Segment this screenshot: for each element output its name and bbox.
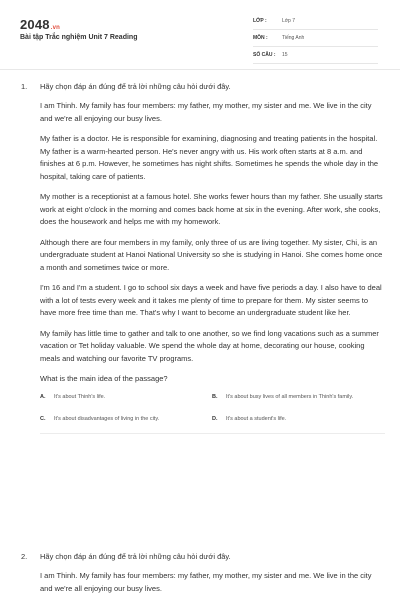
option-letter: B.	[212, 394, 218, 400]
option-text: It's about busy lives of all members in Thinh's family.	[226, 394, 354, 400]
question-number: 1.	[21, 82, 28, 91]
question-instruction: Hãy chọn đáp án đúng để trả lời những câu hỏi dưới đây.	[40, 552, 231, 561]
option-letter: C.	[40, 416, 46, 422]
page-title: Bài tập Trắc nghiệm Unit 7 Reading	[20, 34, 138, 41]
answer-option-d[interactable]	[212, 415, 384, 423]
option-letter: A.	[40, 394, 46, 400]
passage-paragraph: I'm 16 and I'm a student. I go to school six days a week and have five periods a day. I also have to deal with a lot of tests every week and it takes me plenty of time to prepare for them. My sister seems to have more free time than me. That's why I want to become an undergraduate student like her.	[40, 283, 382, 317]
logo-domain: .vn	[50, 25, 61, 31]
answer-option-a[interactable]	[40, 393, 212, 401]
meta-key: LỚP :	[253, 18, 267, 24]
passage-paragraph: My family has little time to gather and talk to one another, so we find long vacations such as a summer vacation or Tet holiday valuable. We spend the whole day at home, decorating our house, cooking meals and watching our favorite TV programs.	[40, 328, 379, 363]
question-list	[0, 74, 400, 593]
answer-option-c[interactable]	[40, 415, 212, 423]
option-text: It's about disadvantages of living in the city.	[54, 416, 160, 422]
passage-paragraph: Although there are four members in my family, only three of us are living together. My sister, Chi, is an undergraduate student at Hanoi National University so she is studying in Hanoi. She comes home once a month and sometimes twice or more.	[40, 237, 383, 272]
question-number: 2.	[21, 552, 28, 561]
meta-value: Tiếng Anh	[282, 35, 305, 41]
passage-paragraph: My father is a doctor. He is responsible for examining, diagnosing and treating patients in the hospital. My father is a warm-hearted person. He's never angry with us. His work often starts at 8 a.m. and finishes at 6 p.m. However, he sometimes has night shifts. Sometimes he spends the whole day in the hospital, taking care of patients.	[40, 134, 379, 181]
passage-paragraph: My mother is a receptionist at a famous hotel. She works fewer hours than my father. She usually starts work at eight o'clock in the morning and comes back home at six in the evening. After work, she cooks, does the housework and helps me with my homework.	[40, 192, 383, 226]
option-text: It's about a student's life.	[226, 416, 287, 422]
answer-options	[40, 393, 385, 423]
meta-value: Lớp 7	[282, 18, 296, 24]
meta-key: MÔN :	[253, 35, 268, 41]
answer-option-b[interactable]	[212, 393, 384, 401]
logo-main: 2048	[20, 17, 50, 32]
passage-paragraph: I am Thinh. My family has four members: my father, my mother, my sister and me. We live in the city and we're all enjoying our busy lives.	[40, 571, 372, 593]
option-letter: D.	[212, 416, 218, 422]
passage-paragraph: I am Thinh. My family has four members: my father, my mother, my sister and me. We live in the city and we're all enjoying our busy lives.	[40, 101, 372, 123]
question-divider	[40, 433, 385, 434]
meta-row-subject	[253, 30, 378, 47]
page-header	[0, 0, 400, 68]
site-logo[interactable]	[20, 17, 60, 32]
meta-value: 15	[282, 52, 288, 58]
question-body	[40, 544, 385, 595]
header-divider	[0, 69, 400, 70]
meta-table	[253, 13, 378, 64]
question-1	[0, 74, 400, 544]
question-text: What is the main idea of the passage?	[40, 374, 168, 383]
meta-row-count	[253, 47, 378, 64]
question-instruction: Hãy chọn đáp án đúng để trả lời những câu hỏi dưới đây.	[40, 82, 231, 91]
option-text: It's about Thinh's life.	[54, 394, 106, 400]
question-body	[40, 74, 385, 434]
meta-key: SỐ CÂU :	[253, 52, 276, 58]
meta-row-class	[253, 13, 378, 30]
